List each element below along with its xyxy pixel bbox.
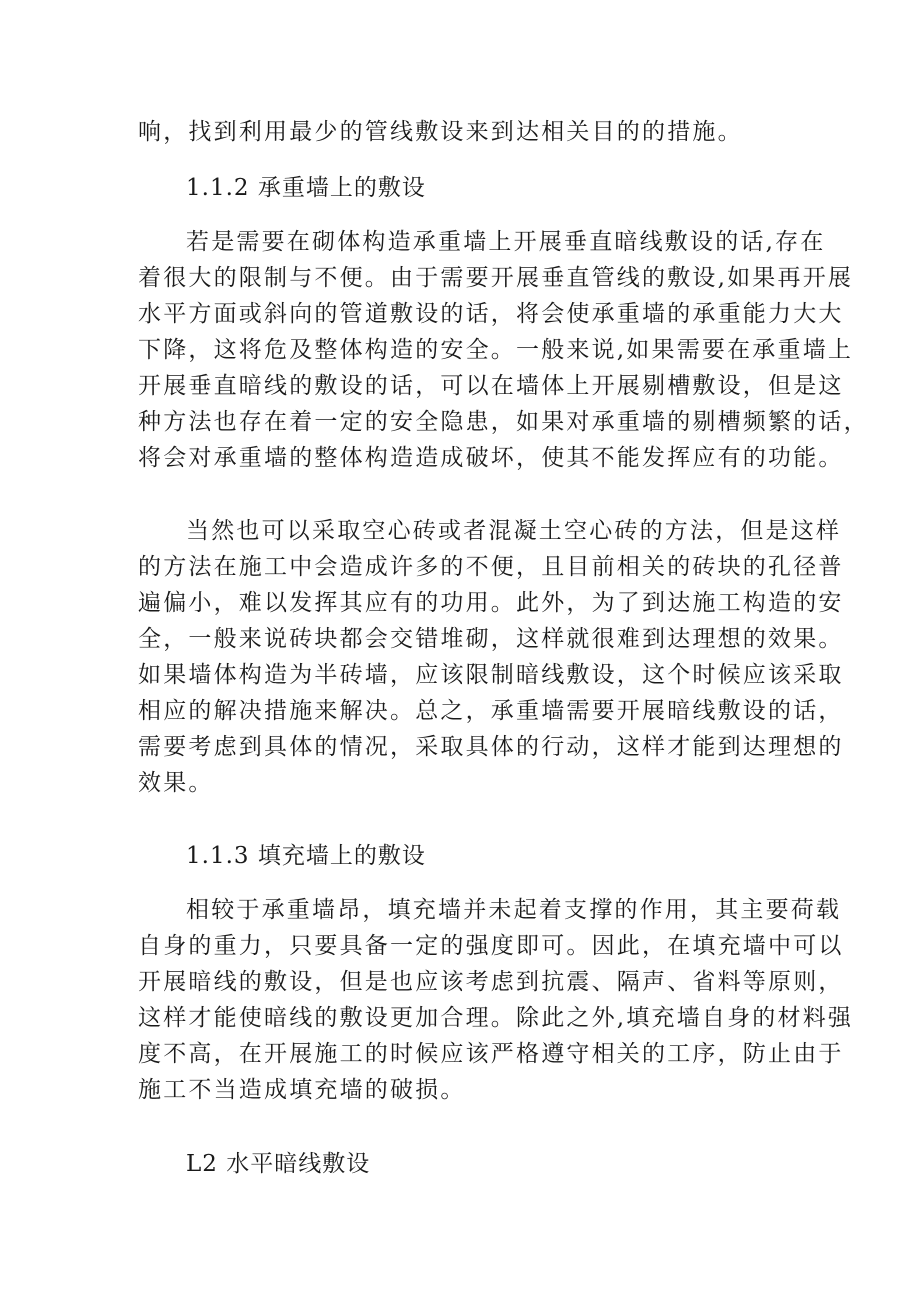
paragraph-line: 如果墙体构造为半砖墙，应该限制暗线敷设，这个时候应该采取 — [138, 662, 844, 688]
paragraph-line: 水平方面或斜向的管道敷设的话，将会使承重墙的承重能力大大 — [138, 301, 844, 327]
paragraph-line: 开展暗线的敷设，但是也应该考虑到抗震、隔声、省料等原则， — [138, 969, 844, 995]
section-heading-1-1-2: 1.1.2 承重墙上的敷设 — [186, 175, 426, 201]
paragraph-line: 度不高，在开展施工的时候应该严格遵守相关的工序，防止由于 — [138, 1041, 844, 1067]
paragraph-line: 自身的重力，只要具备一定的强度即可。因此，在填充墙中可以 — [138, 933, 844, 959]
paragraph-line: 着很大的限制与不便。由于需要开展垂直管线的敷设,如果再开展 — [138, 265, 854, 291]
section-heading-l2: L2 水平暗线敷设 — [186, 1151, 371, 1177]
paragraph-line: 相应的解决措施来解决。总之，承重墙需要开展暗线敷设的话， — [138, 698, 844, 724]
paragraph-line: 若是需要在砌体构造承重墙上开展垂直暗线敷设的话,存在 — [186, 229, 826, 255]
paragraph-line: 种方法也存在着一定的安全隐患，如果对承重墙的剔槽频繁的话， — [138, 409, 869, 435]
paragraph-line: 下降，这将危及整体构造的安全。一般来说,如果需要在承重墙上 — [138, 337, 854, 363]
paragraph-line: 相较于承重墙昂，填充墙并未起着支撑的作用，其主要荷载 — [186, 897, 842, 923]
paragraph-line: 当然也可以采取空心砖或者混凝土空心砖的方法，但是这样 — [186, 518, 842, 544]
section-heading-1-1-3: 1.1.3 填充墙上的敷设 — [186, 843, 426, 869]
paragraph-line: 将会对承重墙的整体构造造成破坏，使其不能发挥应有的功能。 — [138, 445, 844, 471]
paragraph-line: 开展垂直暗线的敷设的话，可以在墙体上开展剔槽敷设，但是这 — [138, 373, 844, 399]
paragraph-line: 需要考虑到具体的情况，采取具体的行动，这样才能到达理想的 — [138, 734, 844, 760]
paragraph-line: 效果。 — [138, 770, 214, 796]
paragraph-line: 这样才能使暗线的敷设更加合理。除此之外,填充墙自身的材料强 — [138, 1005, 854, 1031]
paragraph-line: 的方法在施工中会造成许多的不便，且目前相关的砖块的孔径普 — [138, 554, 844, 580]
paragraph-line: 遍偏小，难以发挥其应有的功用。此外，为了到达施工构造的安 — [138, 590, 844, 616]
paragraph-line: 全，一般来说砖块都会交错堆砌，这样就很难到达理想的效果。 — [138, 626, 844, 652]
paragraph-line: 施工不当造成填充墙的破损。 — [138, 1077, 466, 1103]
intro-line: 响，找到利用最少的管线敷设来到达相关目的的措施。 — [138, 119, 743, 145]
